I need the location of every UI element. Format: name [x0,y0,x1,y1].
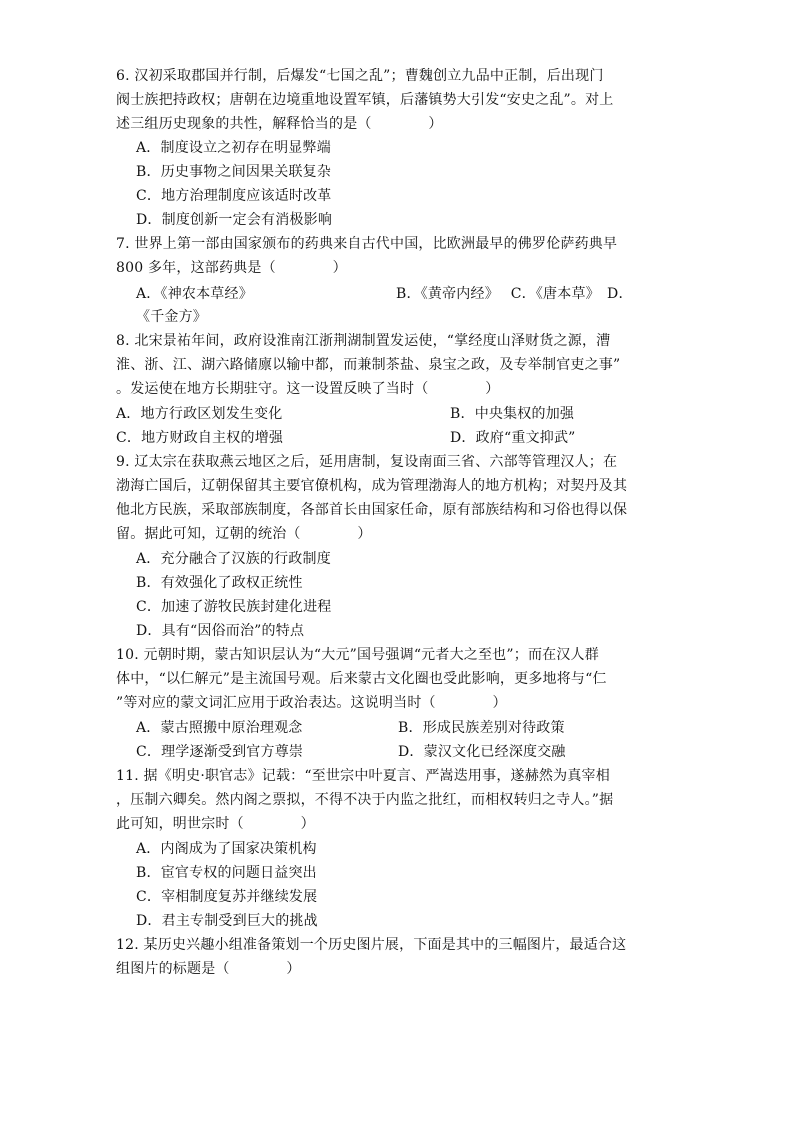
q6-option-b: B．历史事物之间因果关联复杂 [136,164,332,180]
q9-stem-line-3: 他北方民族，采取部族制度，各部首长由国家任命，原有部族结构和习俗也得以保 [116,502,628,518]
q10-stem-line-1: 10. 元朝时期，蒙古知识层认为“大元”国号强调“元者大之至也”；而在汉人群 [116,647,599,663]
q11-option-d: D．君主专制受到巨大的挑战 [136,913,318,929]
q8-stem-line-1: 8. 北宋景祐年间，政府设淮南江浙荆湖制置发运使，“掌经度山泽财货之源，漕 [116,333,611,349]
q10-option-d: D．蒙汉文化已经深度交融 [398,744,566,760]
q9-option-a: A．充分融合了汉族的行政制度 [136,551,331,567]
q9-stem-line-4: 留。据此可知，辽朝的统治（ ） [116,526,372,542]
q10-stem-line-3: ”等对应的蒙文词汇应用于政治表达。这说明当时（ ） [116,695,507,711]
q11-option-c: C．宰相制度复苏并继续发展 [136,889,318,905]
q11-stem-line-3: 此可知，明世宗时（ ） [116,816,315,832]
q8-option-a: A．地方行政区划发生变化 [116,406,283,422]
q8-stem-line-3: 。发运使在地方长期驻守。这一设置反映了当时（ ） [116,381,500,397]
q7-stem-line-2: 800 多年，这部药典是（ ） [116,260,347,276]
q9-stem-line-2: 渤海亡国后，辽朝保留其主要官僚机构，成为管理渤海人的地方机构；对契丹及其 [116,478,628,494]
q7-options-bcd: B．《黄帝内经》 C．《唐本草》 D． [396,286,633,302]
q11-stem-line-2: ，压制六卿矣。然内阁之票拟，不得不决于内监之批红，而相权转归之寺人。”据 [116,792,614,808]
q6-stem-line-1: 6. 汉初采取郡国并行制，后爆发“七国之乱”；曹魏创立九品中正制，后出现门 [116,68,604,84]
q8-option-d: D．政府“重文抑武” [450,430,576,446]
q9-stem-line-1: 9. 辽太宗在获取燕云地区之后，延用唐制，复设南面三省、六部等管理汉人；在 [116,454,618,470]
q8-option-b: B．中央集权的加强 [450,406,575,422]
q6-stem-line-3: 述三组历史现象的共性，解释恰当的是（ ） [116,116,443,132]
q12-stem-line-1: 12. 某历史兴趣小组准备策划一个历史图片展，下面是其中的三幅图片，最适合这 [116,937,627,953]
q7-stem-line-1: 7. 世界上第一部由国家颁布的药典来自古代中国，比欧洲最早的佛罗伦萨药典早 [116,236,618,252]
q6-stem-line-2: 阀士族把持政权；唐朝在边境重地设置军镇，后藩镇势大引发“安史之乱”。对上 [116,92,614,108]
q9-option-b: B．有效强化了政权正统性 [136,575,303,591]
q12-stem-line-2: 组图片的标题是（ ） [116,961,301,977]
q11-option-b: B．宦官专权的问题日益突出 [136,865,317,881]
q10-stem-line-2: 体中，“以仁解元”是主流国号观。后来蒙古文化圈也受此影响，更多地将与“仁 [116,671,607,687]
q8-option-c: C．地方财政自主权的增强 [116,430,284,446]
q9-option-d: D．具有“因俗而治”的特点 [136,623,305,639]
q10-option-b: B．形成民族差别对待政策 [398,720,565,736]
q10-option-c: C．理学逐渐受到官方尊崇 [136,744,304,760]
q7-option-a: A．《神农本草经》 [136,286,253,302]
q10-option-a: A．蒙古照搬中原治理观念 [136,720,303,736]
q11-stem-line-1: 11. 据《明史·职官志》记载：“至世宗中叶夏言、严嵩迭用事，遂赫然为真宰相 [116,768,610,784]
q7-option-d-text: 《千金方》 [136,309,207,325]
q6-option-c: C．地方治理制度应该适时改革 [136,188,332,204]
q11-option-a: A．内阁成为了国家决策机构 [136,841,317,857]
q8-stem-line-2: 淮、浙、江、湖六路储廪以输中都，而兼制茶盐、泉宝之政，及专举制官吏之事” [116,357,621,373]
q6-option-d: D．制度创新一定会有消极影响 [136,212,333,228]
q9-option-c: C．加速了游牧民族封建化进程 [136,599,332,615]
q6-option-a: A．制度设立之初存在明显弊端 [136,140,331,156]
